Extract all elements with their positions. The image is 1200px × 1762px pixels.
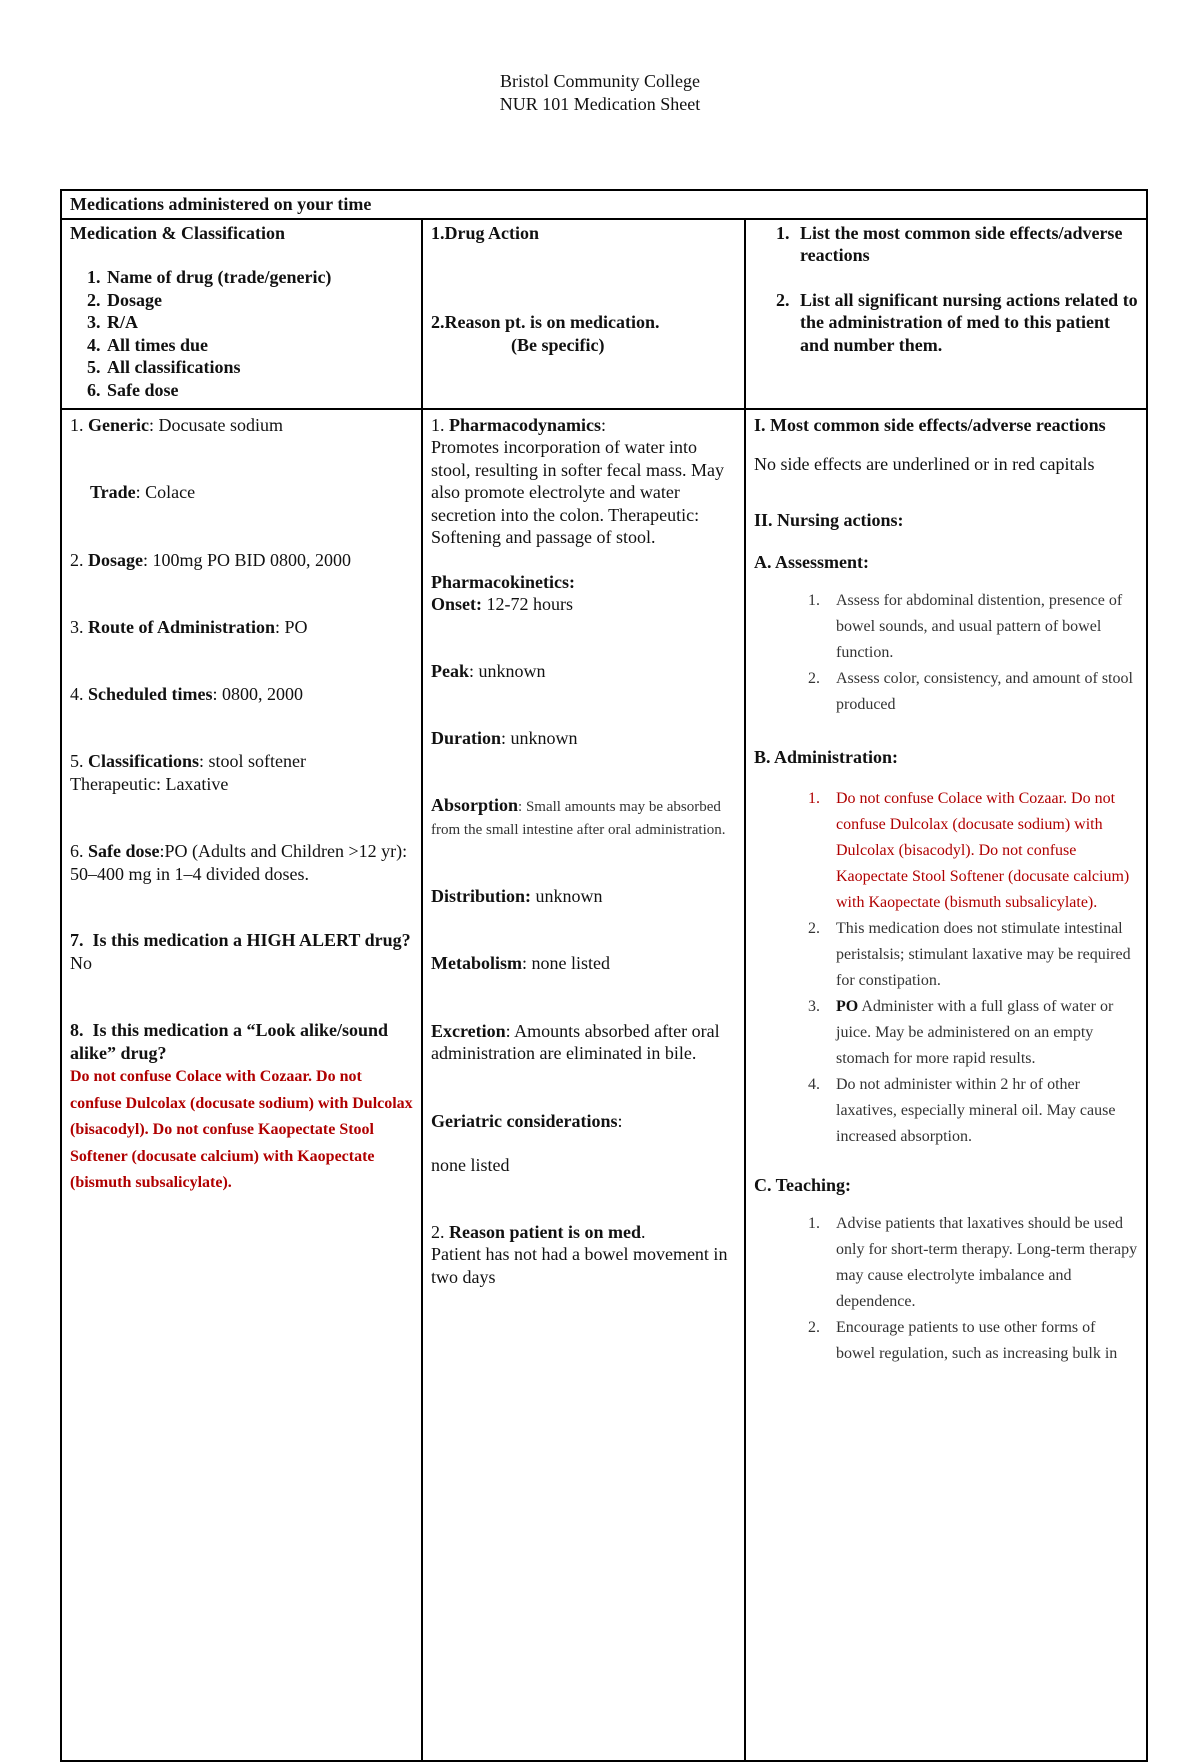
col1-item: 1. Name of drug (trade/generic)	[105, 266, 413, 289]
administration-heading: B. Administration:	[754, 746, 899, 767]
administration-item: 4. Do not administer within 2 hr of other laxatives, especially mineral oil. May cause increased absorption.	[824, 1072, 1138, 1150]
assessment-item: 1. Assess for abdominal distention, presence of bowel sounds, and usual pattern of bowel function.	[824, 588, 1138, 666]
col2-header	[422, 219, 745, 409]
column-header-row	[61, 219, 1147, 409]
drug-action-heading: 1.Drug Action	[431, 222, 539, 243]
assessment-item: 2. Assess color, consistency, and amount of stool produced	[824, 666, 1138, 718]
onset-line: Onset: 12-72 hours	[431, 594, 573, 614]
teaching-item: 1. Advise patients that laxatives should be used only for short-term therapy. Long-term therapy may cause electrolyte imbalance and dependence.	[824, 1211, 1138, 1315]
college-name: Bristol Community College	[499, 71, 700, 91]
route-line: 3. Route of Administration: PO	[70, 617, 308, 637]
distribution-line: Distribution: unknown	[431, 885, 603, 906]
col1-item: 4. All times due	[105, 334, 413, 357]
generic-line: 1. Generic: Docusate sodium	[70, 414, 283, 435]
peak-line: Peak: unknown	[431, 660, 546, 681]
medication-cell	[61, 409, 422, 1761]
col1-title: Medication & Classification	[70, 222, 285, 243]
nursing-actions-heading: II. Nursing actions:	[754, 509, 904, 530]
therapeutic-class: Therapeutic: Laxative	[70, 773, 229, 794]
banner-cell: Medications administered on your time	[61, 190, 1147, 219]
side-effects-text: No side effects are underlined or in red capitals	[754, 454, 1095, 474]
col1-item: 3. R/A	[105, 311, 413, 334]
excretion-line: Excretion: Amounts absorbed after oral administration are eliminated in bile.	[431, 1020, 720, 1063]
col3-item: 2. List all significant nursing actions related to the administration of med to this patient and number them.	[794, 289, 1138, 357]
classification-line: 5. Classifications: stool softener	[70, 751, 306, 771]
high-alert-answer: No	[70, 952, 92, 973]
administration-list	[754, 786, 1138, 1150]
teaching-item: 2. Encourage patients to use other forms of bowel regulation, such as increasing bulk in	[824, 1315, 1138, 1367]
reason-value: Patient has not had a bowel movement in two days	[431, 1244, 728, 1287]
side-effects-heading: I. Most common side effects/adverse reactions	[754, 414, 1106, 435]
col1-item: 2. Dosage	[105, 289, 413, 312]
banner-row	[61, 190, 1147, 219]
lasa-question: 8. Is this medication a “Look alike/sound alike” drug?	[70, 1020, 389, 1063]
col3-item: 1. List the most common side effects/adverse reactions	[794, 222, 1138, 267]
geriatric-line: Geriatric considerations:	[431, 1110, 623, 1131]
reason-heading: 2.Reason pt. is on medication.	[431, 312, 660, 332]
metabolism-line: Metabolism: none listed	[431, 953, 610, 973]
sheet-title: NUR 101 Medication Sheet	[499, 94, 701, 114]
col1-item: 5. All classifications	[105, 356, 413, 379]
administration-item: 3. PO Administer with a full glass of water or juice. May be administered on an empty stomach for more rapid results.	[824, 994, 1138, 1072]
col3-header	[745, 219, 1147, 409]
pharmacokinetics-heading: Pharmacokinetics:	[431, 571, 575, 592]
geriatric-value: none listed	[431, 1155, 510, 1175]
document-header	[0, 70, 1200, 116]
content-row	[61, 409, 1147, 1761]
administration-item: 2. This medication does not stimulate intestinal peristalsis; stimulant laxative may be required for constipation.	[824, 916, 1138, 994]
trade-line: Trade: Colace	[90, 482, 196, 502]
col1-item: 6. Safe dose	[105, 379, 413, 402]
be-specific-note: (Be specific)	[511, 334, 605, 355]
high-alert-question: 7. Is this medication a HIGH ALERT drug?	[70, 930, 411, 950]
assessment-list	[754, 588, 1138, 718]
reason-line: 2. Reason patient is on med.	[431, 1221, 646, 1242]
nursing-cell	[745, 409, 1147, 1761]
col3-list	[754, 222, 1138, 357]
pharmacodynamics-line: 1. Pharmacodynamics:	[431, 414, 607, 435]
administration-item: 1. Do not confuse Colace with Cozaar. Do not confuse Dulcolax (docusate sodium) with Dulcolax (bisacodyl). Do not confuse Kaopectate Stool Softener (docusate calcium) with Kaopectate (bismuth subsalicylate).	[824, 786, 1138, 916]
teaching-heading: C. Teaching:	[754, 1175, 852, 1195]
medication-table	[60, 189, 1148, 1762]
safe-dose-line: 6. Safe dose:PO (Adults and Children >12 yr): 50–400 mg in 1–4 divided doses.	[70, 841, 408, 884]
absorption-line: Absorption: Small amounts may be absorbed from the small intestine after oral administration.	[431, 794, 726, 838]
lasa-answer: Do not confuse Colace with Cozaar. Do not confuse Dulcolax (docusate sodium) with Dulcolax (bisacodyl). Do not confuse Kaopectate Stool Softener (docusate calcium) with Kaopectate (bismuth subsalicylate).	[70, 1068, 413, 1191]
assessment-heading: A. Assessment:	[754, 552, 869, 572]
teaching-list	[754, 1211, 1138, 1367]
dosage-line: 2. Dosage: 100mg PO BID 0800, 2000	[70, 549, 352, 570]
duration-line: Duration: unknown	[431, 728, 578, 748]
drug-action-cell	[422, 409, 745, 1761]
col1-header	[61, 219, 422, 409]
pharmacodynamics-text: Promotes incorporation of water into stool, resulting in softer fecal mass. May also promote electrolyte and water secretion into the colon. Therapeutic: Softening and passage of stool.	[431, 437, 724, 547]
times-line: 4. Scheduled times: 0800, 2000	[70, 683, 304, 704]
col1-list	[70, 266, 413, 401]
